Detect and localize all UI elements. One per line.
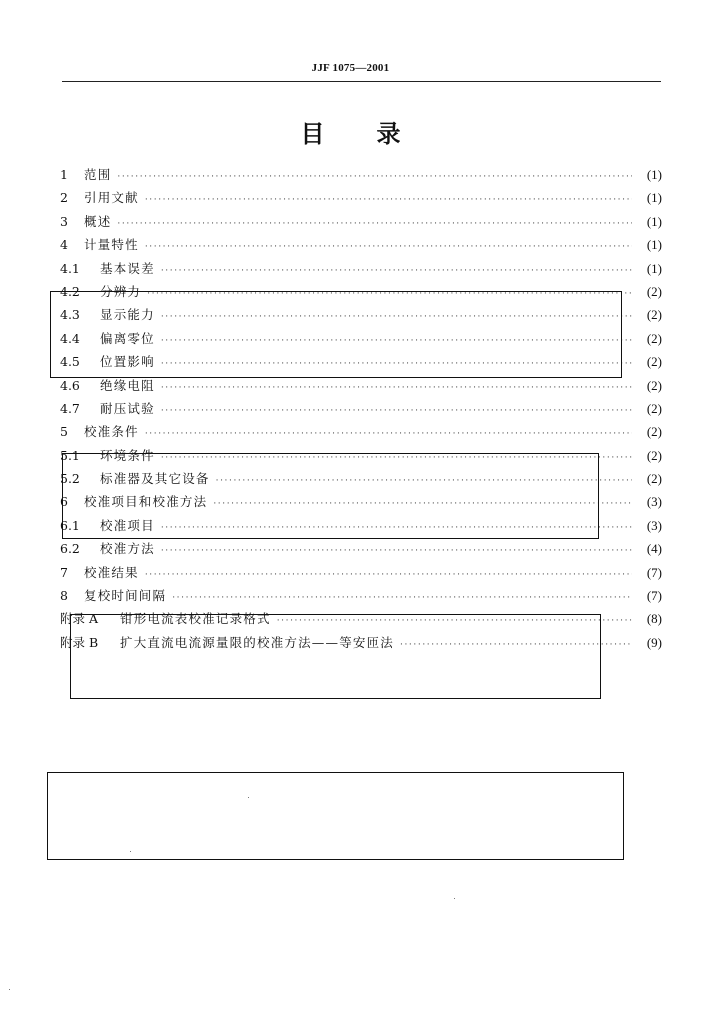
toc-entry	[60, 376, 662, 399]
toc-leader-dots	[117, 219, 632, 229]
toc-entry-number: 1	[60, 167, 68, 182]
scan-speck	[454, 898, 455, 899]
toc-entry-title: 校准项目	[100, 517, 155, 533]
toc-entry-page: (2)	[646, 307, 662, 323]
toc-entry-number: 8	[60, 588, 68, 604]
toc-entry-number: 4.2	[60, 283, 80, 299]
toc-entry-number: 4	[60, 237, 68, 253]
toc-entry	[60, 235, 662, 258]
toc-entry-title: 环境条件	[100, 447, 155, 463]
toc-leader-dots	[117, 172, 632, 182]
toc-entry-page: (8)	[646, 611, 662, 627]
toc-entry-page: (2)	[646, 400, 662, 416]
toc-leader-dots	[145, 429, 632, 439]
toc-entry-title: 引用文献	[84, 190, 139, 206]
toc-entry-title: 偏离零位	[100, 330, 155, 346]
toc-entry-title: 显示能力	[100, 307, 155, 323]
toc-entry-page: (1)	[646, 237, 662, 253]
toc-entry-page: (3)	[646, 517, 662, 533]
toc-leader-dots	[172, 593, 632, 603]
toc-entry-title: 钳形电流表校准记录格式	[120, 611, 271, 627]
toc-leader-dots	[161, 546, 632, 556]
toc-entry-page: (7)	[646, 564, 662, 580]
toc-entry-number: 4.3	[60, 307, 80, 323]
toc-entry-page: (2)	[646, 283, 662, 299]
toc-entry-title: 复校时间间隔	[84, 588, 167, 604]
toc-entry-number: 5	[60, 424, 68, 440]
toc-entry-page: (4)	[646, 541, 662, 557]
toc-entry-number: 3	[60, 213, 68, 229]
toc-entry-number: 附录 A	[60, 611, 99, 627]
toc-entry-title: 概述	[84, 213, 112, 229]
document-code-header: JJF 1075—2001	[311, 62, 390, 74]
toc-entry-page: (2)	[646, 447, 662, 463]
toc-entry	[60, 563, 662, 586]
toc-leader-dots	[145, 242, 632, 252]
toc-entry-page: (1)	[646, 167, 662, 182]
annotation-box	[62, 453, 599, 539]
scan-speck	[248, 797, 249, 798]
toc-entry-page: (2)	[646, 377, 662, 393]
toc-leader-dots	[161, 383, 632, 393]
toc-entry-page: (2)	[646, 424, 662, 440]
toc-entry-number: 附录 B	[60, 634, 99, 650]
toc-entry	[60, 539, 662, 562]
scan-speck	[9, 989, 10, 990]
toc-leader-dots	[145, 195, 632, 205]
toc-entry-number: 2	[60, 190, 68, 206]
toc-entry	[60, 399, 662, 422]
toc-entry-number: 5.1	[60, 447, 80, 463]
toc-entry-page: (3)	[646, 494, 662, 510]
toc-entry	[60, 586, 662, 609]
toc-entry-number: 6	[60, 494, 68, 510]
toc-entry-number: 4.5	[60, 354, 80, 370]
toc-entry-page: (2)	[646, 330, 662, 346]
toc-entry-title: 校准项目和校准方法	[84, 494, 208, 510]
scan-speck	[130, 851, 131, 852]
toc-leader-dots	[161, 266, 632, 276]
toc-entry-title: 位置影响	[100, 354, 155, 370]
toc-entry-number: 6.2	[60, 541, 80, 557]
header-rule	[62, 81, 661, 82]
toc-entry-title: 扩大直流电流源量限的校准方法——等安匝法	[120, 634, 395, 650]
toc-entry-page: (2)	[646, 471, 662, 487]
toc-entry-title: 分辨力	[100, 283, 142, 299]
toc-leader-dots	[161, 406, 632, 416]
toc-entry-title: 基本误差	[100, 260, 155, 276]
toc-entry-number: 7	[60, 564, 68, 580]
toc-entry-number: 4.6	[60, 377, 80, 393]
toc-entry-title: 绝缘电阻	[100, 377, 155, 393]
toc-entry	[60, 212, 662, 235]
toc-entry-number: 5.2	[60, 471, 80, 487]
toc-entry-page: (9)	[646, 634, 662, 650]
toc-entry	[60, 259, 662, 282]
toc-entry-number: 6.1	[60, 517, 80, 533]
toc-entry-title: 校准结果	[84, 564, 139, 580]
toc-entry-title: 标准器及其它设备	[100, 471, 210, 487]
toc-entry-title: 校准方法	[100, 541, 155, 557]
toc-entry-page: (2)	[646, 354, 662, 370]
page-title: 目录	[300, 120, 453, 148]
toc-entry-number: 4.4	[60, 330, 80, 346]
toc-entry-number: 4.7	[60, 400, 80, 416]
toc-entry-title: 范围	[84, 167, 112, 182]
toc-entry-title: 计量特性	[84, 237, 139, 253]
toc-entry-title: 耐压试验	[100, 400, 155, 416]
annotation-box	[50, 291, 622, 378]
toc-entry-number: 4.1	[60, 260, 80, 276]
toc-leader-dots	[145, 570, 632, 580]
toc-entry	[60, 165, 662, 188]
toc-entry-page: (1)	[646, 260, 662, 276]
toc-entry	[60, 188, 662, 211]
toc-entry-page: (1)	[646, 190, 662, 206]
annotation-box	[70, 614, 601, 699]
toc-entry	[60, 422, 662, 445]
annotation-box	[47, 772, 624, 860]
toc-entry-page: (7)	[646, 588, 662, 604]
toc-entry-title: 校准条件	[84, 424, 139, 440]
toc-entry-page: (1)	[646, 213, 662, 229]
table-of-contents	[60, 165, 662, 656]
